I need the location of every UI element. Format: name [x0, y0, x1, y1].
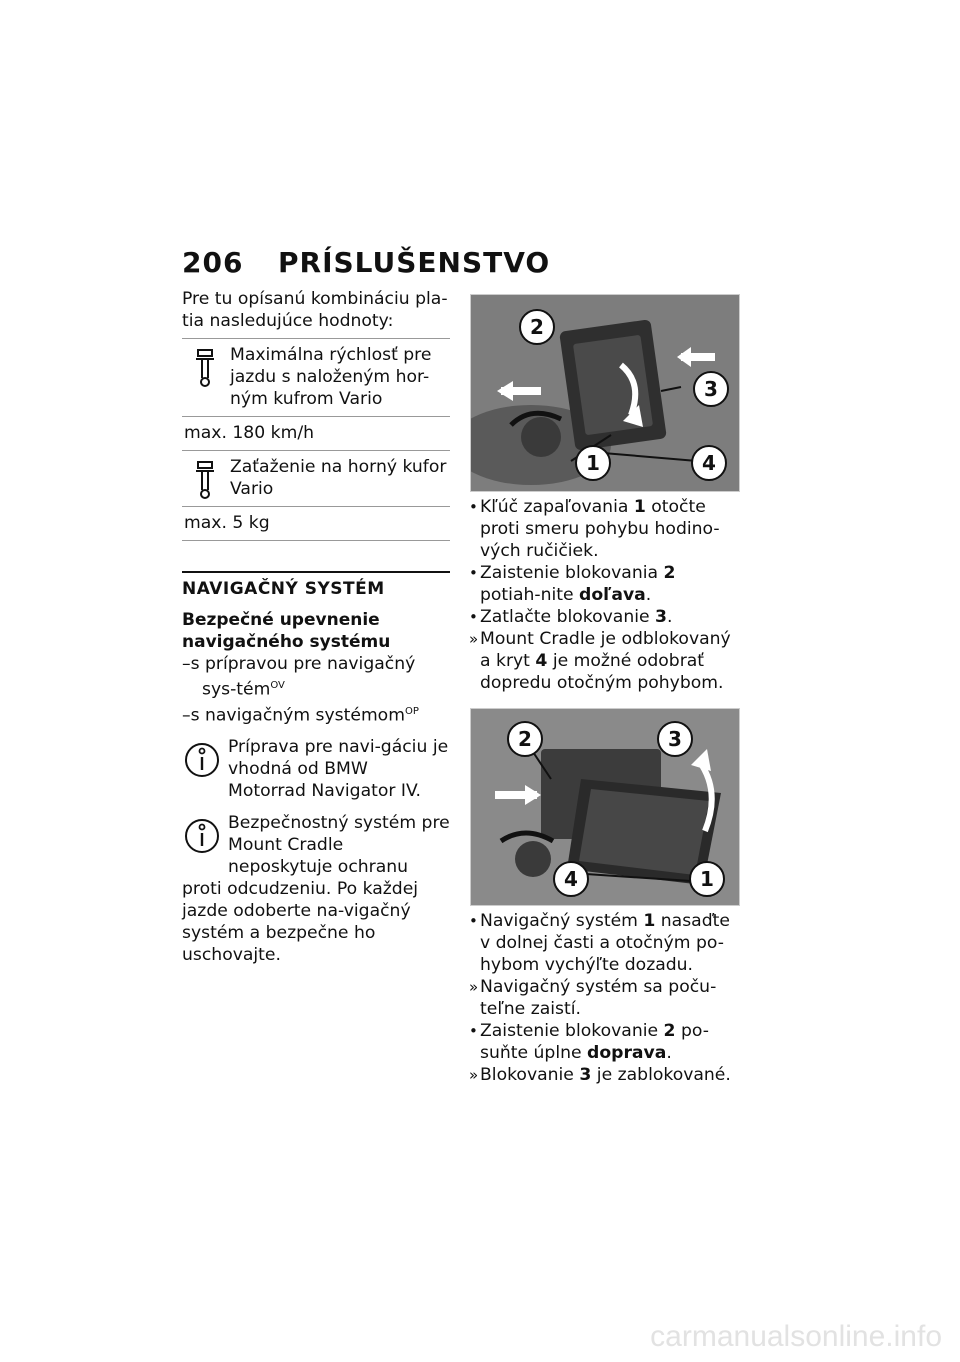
list-item: » Blokovanie 3 je zablokované.: [469, 1065, 731, 1085]
watermark: carmanualsonline.info: [650, 1320, 942, 1353]
list-item: • Zaistenie blokovania 2 potiah-nite doľava.: [469, 563, 676, 605]
callout-4: 4: [691, 445, 727, 481]
list-item: • Zatlačte blokovanie 3.: [469, 607, 673, 627]
callout-4: 4: [553, 861, 589, 897]
figure-cradle-mount: [470, 708, 740, 906]
info-icon: [182, 814, 222, 858]
list-item: • Navigačný systém 1 nasaďte v dolnej časti a otočným po-hybom vychýľte dozadu.: [469, 911, 730, 975]
page-header: [182, 246, 550, 279]
info-note: Príprava pre navi-gáciu je vhodná od BMW Motorrad Navigator IV.: [182, 736, 450, 802]
spec-block-load: [182, 451, 450, 541]
section-subtitle: Bezpečné upevnenie navigačného systému: [182, 610, 391, 652]
callout-2: 2: [507, 721, 543, 757]
callout-3: 3: [693, 371, 729, 407]
callout-1: 1: [575, 445, 611, 481]
list-item: » Navigačný systém sa poču-teľne zaistí.: [469, 977, 717, 1019]
right-column: [470, 294, 738, 1086]
callout-2: 2: [519, 309, 555, 345]
info-icon: [182, 738, 222, 782]
page-number: 206: [182, 246, 244, 279]
spec-label: Maximálna rýchlosť pre jazdu s naloženým hor-ným kufrom Vario: [230, 345, 432, 409]
steps-list-2: [470, 910, 738, 1086]
spec-block-speed: [182, 338, 450, 451]
list-item: • Kľúč zapaľovania 1 otočte proti smeru pohybu hodino-vých ručičiek.: [469, 497, 720, 561]
steps-list-1: [470, 496, 738, 694]
info-note: Bezpečnostný systém pre Mount Cradle neposkytuje ochranu proti odcudzeniu. Po každej jazde odoberte na-vigačný systém a bezpečne ho uschovajte.: [182, 813, 450, 966]
spec-label: Zaťaženie na horný kufor Vario: [230, 457, 447, 499]
technical-data-icon: [184, 458, 224, 502]
figure-cradle-unlock: [470, 294, 740, 492]
technical-data-icon: [184, 346, 224, 390]
callout-1: 1: [689, 861, 725, 897]
section-title: NAVIGAČNÝ SYSTÉM: [182, 571, 450, 599]
spec-value: max. 180 km/h: [182, 416, 450, 450]
chapter-title: PRÍSLUŠENSTVO: [278, 246, 551, 279]
spec-value: max. 5 kg: [182, 506, 450, 540]
list-item: » Mount Cradle je odblokovaný a kryt 4 je možné odobrať dopredu otočným pohybom.: [469, 629, 731, 693]
intro-text: Pre tu opísanú kombináciu pla-tia nasledujúce hodnoty:: [182, 289, 448, 331]
left-column: [182, 288, 450, 966]
list-item: –s prípravou pre navigačný sys-tém$^{OV}$: [182, 654, 416, 700]
list-item: –s navigačným systémom$^{OP}$: [182, 705, 419, 726]
list-item: • Zaistenie blokovanie 2 po-suňte úplne doprava.: [469, 1021, 709, 1063]
callout-3: 3: [657, 721, 693, 757]
